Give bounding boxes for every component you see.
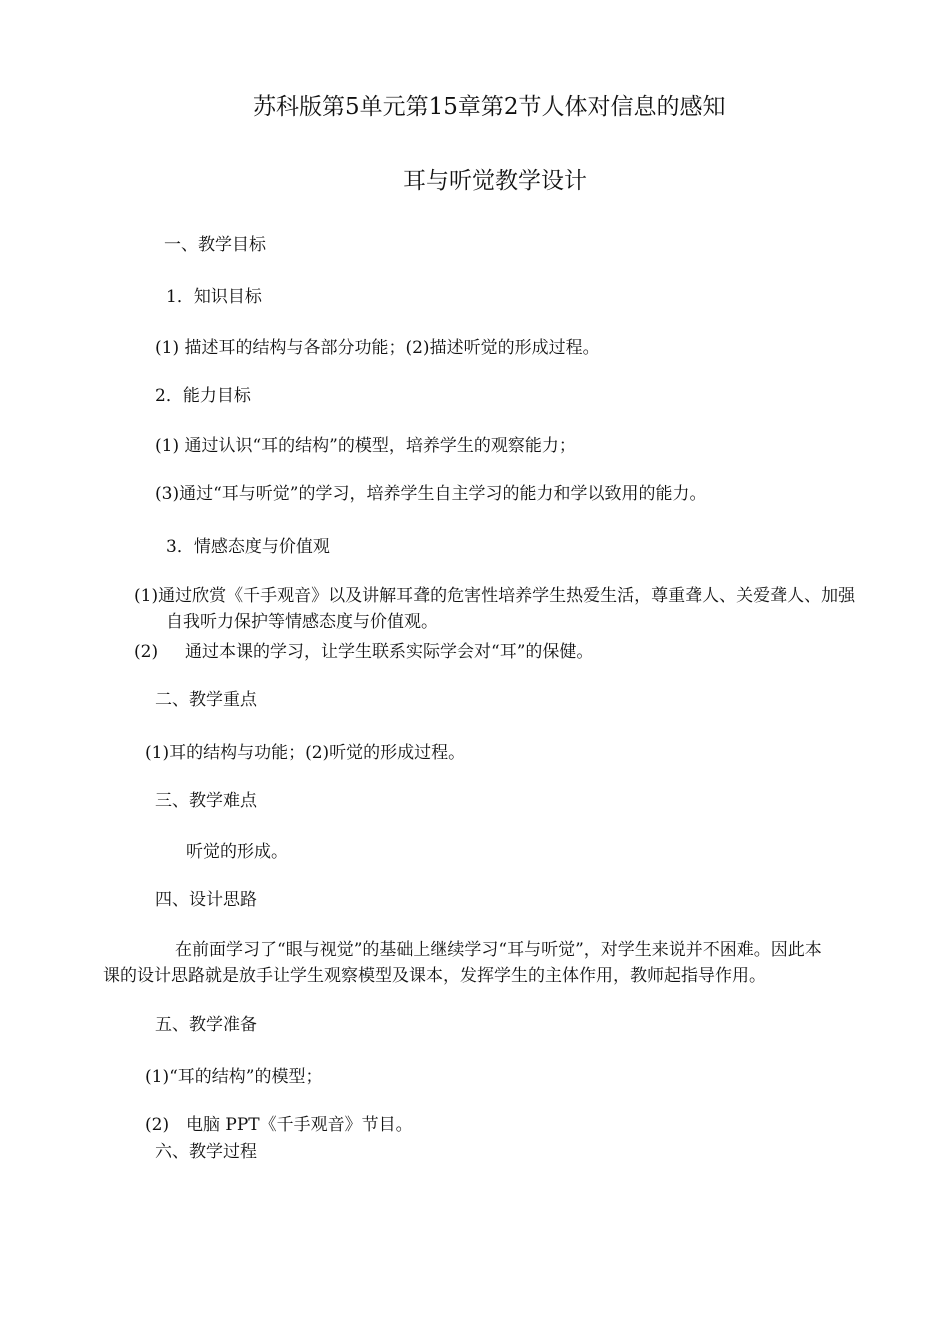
section-heading-design-idea: 四、设计思路 bbox=[155, 890, 257, 910]
knowledge-goal-item: (1) 描述耳的结构与各部分功能；(2)描述听觉的形成过程。 bbox=[155, 338, 600, 358]
document-title: 苏科版第5单元第15章第2节人体对信息的感知 bbox=[253, 94, 726, 120]
section-heading-objectives: 一、教学目标 bbox=[164, 235, 266, 255]
design-idea-paragraph-line-2: 课的设计思路就是放手让学生观察模型及课本，发挥学生的主体作用，教师起指导作用。 bbox=[103, 966, 766, 986]
ability-goal-item-1: (1) 通过认识“耳的结构”的模型，培养学生的观察能力； bbox=[155, 436, 576, 456]
section-heading-preparation: 五、教学准备 bbox=[155, 1015, 257, 1035]
document-subtitle: 耳与听觉教学设计 bbox=[403, 168, 587, 194]
attitude-item-1-line-1: (1)通过欣赏《千手观音》以及讲解耳聋的危害性培养学生热爱生活，尊重聋人、关爱聋人、加强 bbox=[134, 586, 856, 606]
preparation-item-1: (1)“耳的结构”的模型； bbox=[145, 1067, 323, 1087]
preparation-item-2-text: 电脑 PPT《千手观音》节目。 bbox=[186, 1115, 413, 1135]
ability-goal-item-2: (3)通过“耳与听觉”的学习，培养学生自主学习的能力和学以致用的能力。 bbox=[155, 484, 707, 504]
difficulties-item: 听觉的形成。 bbox=[186, 842, 288, 862]
subheading-knowledge-goals: 1．知识目标 bbox=[166, 287, 262, 307]
attitude-item-2-text: 通过本课的学习，让学生联系实际学会对“耳”的保健。 bbox=[185, 642, 594, 662]
section-heading-key-points: 二、教学重点 bbox=[155, 690, 257, 710]
attitude-item-2-number: (2) bbox=[134, 642, 159, 662]
design-idea-paragraph-line-1: 在前面学习了“眼与视觉”的基础上继续学习“耳与听觉”，对学生来说并不困难。因此本 bbox=[175, 940, 822, 960]
attitude-item-1-line-2: 自我听力保护等情感态度与价值观。 bbox=[166, 612, 438, 632]
section-heading-process: 六、教学过程 bbox=[155, 1142, 257, 1162]
section-heading-difficulties: 三、教学难点 bbox=[155, 791, 257, 811]
key-points-item: (1)耳的结构与功能；(2)听觉的形成过程。 bbox=[145, 743, 466, 763]
preparation-item-2-number: (2) bbox=[145, 1115, 170, 1135]
subheading-ability-goals: 2．能力目标 bbox=[155, 386, 251, 406]
subheading-attitude-values: 3．情感态度与价值观 bbox=[166, 537, 330, 557]
